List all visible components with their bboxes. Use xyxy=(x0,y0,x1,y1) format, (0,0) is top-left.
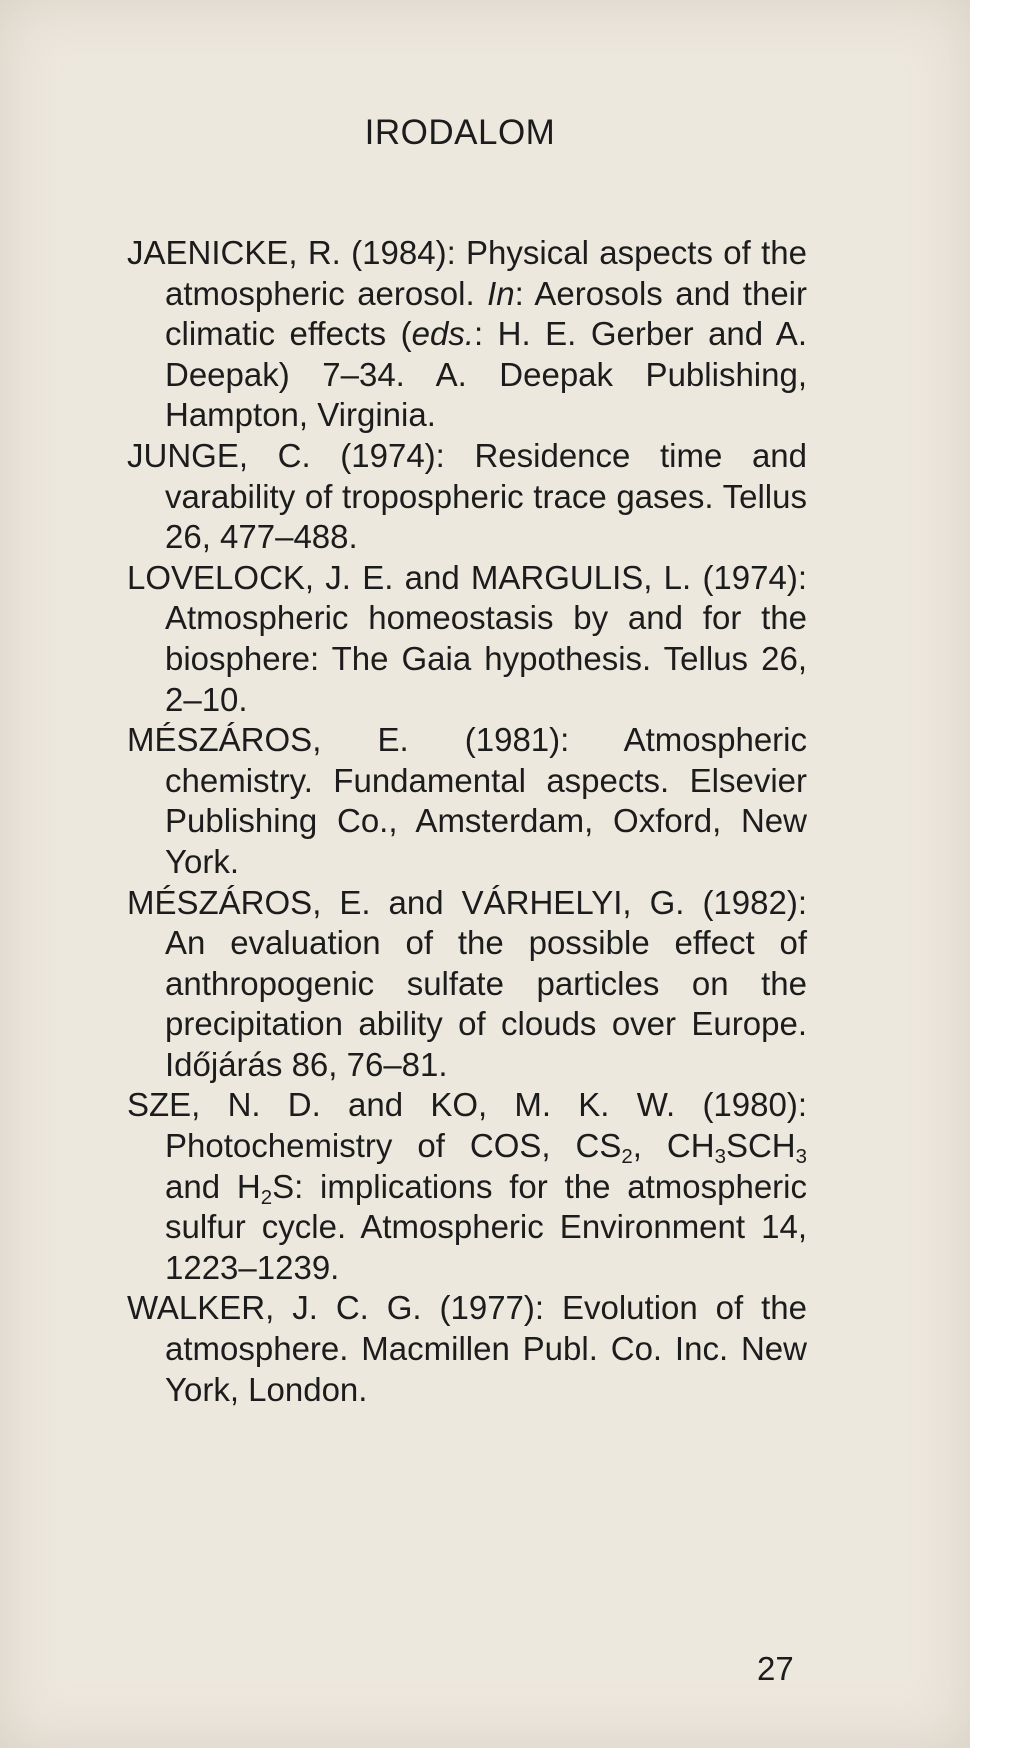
subscript: 3 xyxy=(795,1145,807,1169)
subscript: 2 xyxy=(260,1185,273,1209)
reference-text: : Aerosols and their climatic effects ( xyxy=(165,274,807,353)
reference-year: (1974): xyxy=(702,558,807,596)
reference-entry xyxy=(127,883,807,1086)
reference-entry xyxy=(127,558,807,720)
reference-year: (1982): xyxy=(702,883,807,921)
reference-text: An evaluation of the possible effect of anthropogenic sulfate particles on the precipitation ability of clouds over Europe. Időjárás 86, 76–81. xyxy=(165,924,807,1083)
reference-text: Photochemistry of COS, CS xyxy=(165,1127,622,1165)
reference-author: JUNGE, C. xyxy=(127,436,311,474)
page-heading: IRODALOM xyxy=(364,113,556,152)
reference-author: JAENICKE, R. xyxy=(127,234,341,271)
reference-text: Atmospheric homeostasis by and for the biosphere: The Gaia hypothesis. Tellus 26, 2–10. xyxy=(165,599,807,718)
reference-author: WALKER, J. C. G. xyxy=(127,1289,422,1327)
reference-author: LOVELOCK, J. E. and MARGULIS, L. xyxy=(127,558,692,596)
reference-text: Atmospheric chemistry. Fundamental aspects. Elsevier Publishing Co., Amsterdam, Oxford, New York. xyxy=(165,721,807,880)
reference-entry xyxy=(127,1085,807,1288)
page-number: 27 xyxy=(757,1650,794,1687)
reference-text: Evolution of the atmosphere. Macmillen Publ. Co. Inc. New York, London. xyxy=(165,1289,807,1408)
reference-year: (1977): xyxy=(439,1289,545,1327)
reference-text: Residence time and varability of tropospheric trace gases. Tellus 26, 477–488. xyxy=(165,436,808,556)
reference-text: and H xyxy=(165,1167,261,1205)
reference-list xyxy=(127,233,807,1410)
reference-italic: In xyxy=(487,274,515,312)
subscript: 2 xyxy=(621,1145,633,1169)
reference-text: S: implications for the atmospheric sulfur cycle. Atmospheric Environment 14, 1223–1239. xyxy=(165,1167,807,1286)
reference-entry xyxy=(127,1288,807,1410)
reference-entry xyxy=(127,436,807,558)
reference-author: MÉSZÁROS, E. and VÁRHELYI, G. xyxy=(127,883,685,921)
reference-text: : H. E. Gerber and A. Deepak) 7–34. A. Deepak Publishing, Hampton, Virginia. xyxy=(165,315,807,434)
reference-text: SCH xyxy=(725,1127,796,1165)
reference-year: (1980): xyxy=(702,1086,807,1124)
reference-year: (1984): xyxy=(351,234,456,271)
reference-italic: eds. xyxy=(411,315,474,353)
reference-text: , CH xyxy=(632,1127,715,1165)
reference-entry xyxy=(127,720,807,882)
reference-text: Physical aspects of the atmospheric aerosol. xyxy=(165,234,807,312)
reference-entry xyxy=(127,233,807,436)
page-margin xyxy=(970,0,1024,1748)
reference-author: MÉSZÁROS, E. xyxy=(127,721,409,759)
reference-year: (1981): xyxy=(464,721,570,759)
subscript: 3 xyxy=(714,1145,726,1169)
reference-year: (1974): xyxy=(340,436,445,474)
reference-author: SZE, N. D. and KO, M. K. W. xyxy=(127,1086,676,1124)
